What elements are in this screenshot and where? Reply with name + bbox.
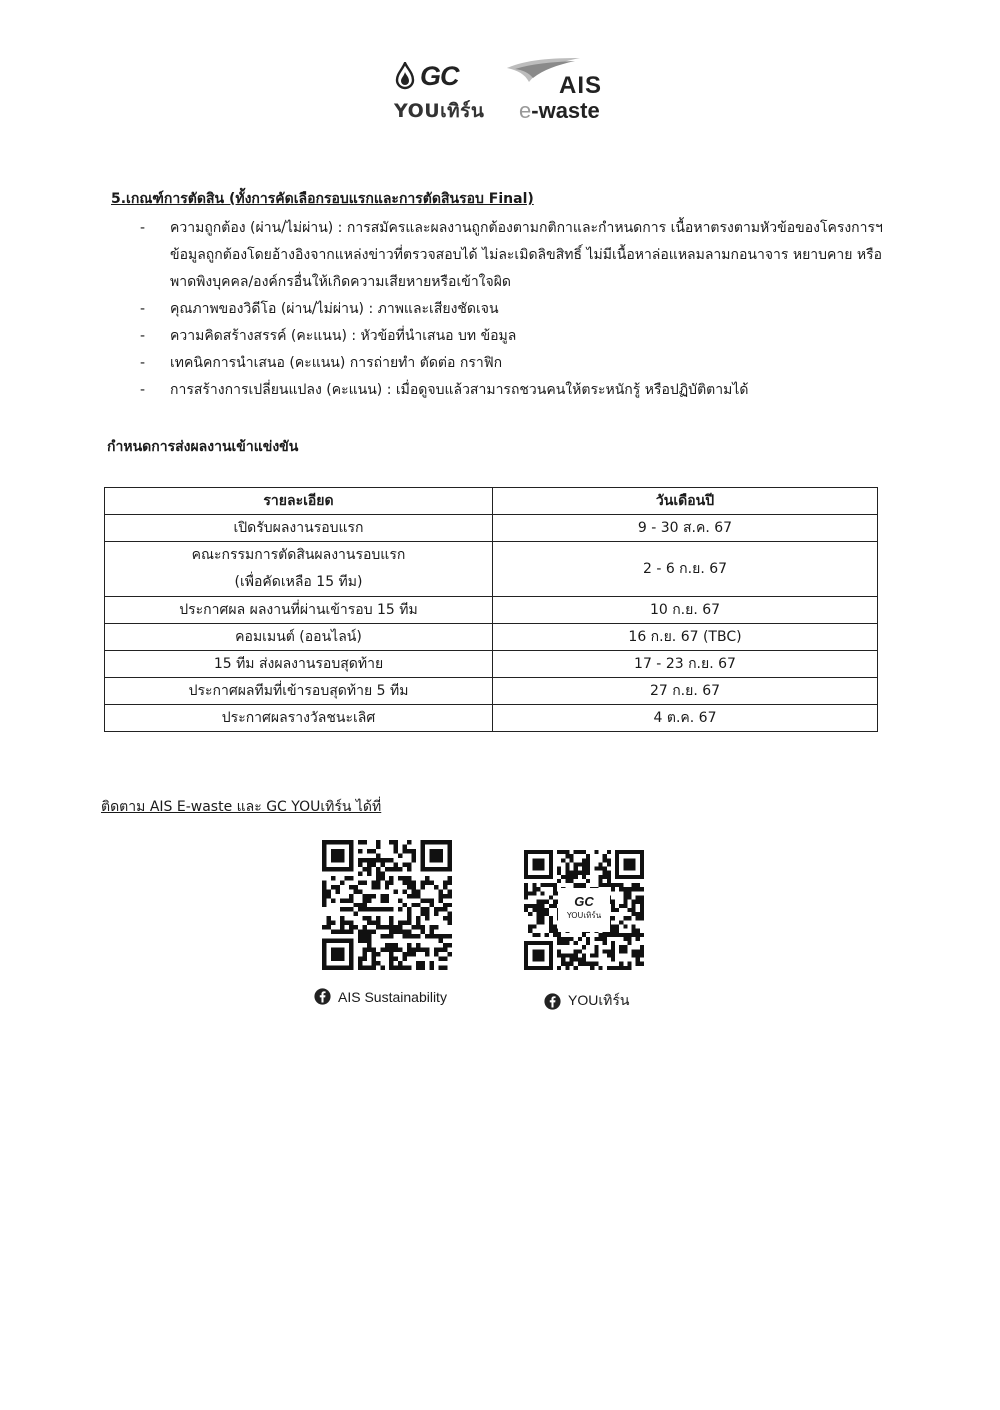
schedule-table: [104, 487, 878, 732]
schedule-title: กำหนดการส่งผลงานเข้าแข่งขัน: [107, 439, 299, 455]
qr-center-logo-text: GC: [574, 894, 594, 909]
row-date: 27 ก.ย. 67: [493, 678, 878, 705]
gc-flame-icon: [394, 62, 416, 90]
row-date: 16 ก.ย. 67 (TBC): [493, 624, 878, 651]
criteria-item-text: คุณภาพของวิดีโอ (ผ่าน/ไม่ผ่าน) : ภาพและเสียงชัดเจน: [170, 301, 499, 317]
criteria-item-text: ความคิดสร้างสรรค์ (คะแนน) : หัวข้อที่นำเสนอ บท ข้อมูล: [170, 328, 517, 344]
criteria-title: 5.เกณฑ์การตัดสิน (ทั้งการคัดเลือกรอบแรกและการตัดสินรอบ Final): [111, 191, 534, 207]
gc-youturn-logo: [394, 58, 490, 124]
qr-center-program: YOUเทิร์น: [566, 911, 602, 920]
header-date: วันเดือนปี: [493, 488, 878, 515]
criteria-item: - ความคิดสร้างสรรค์ (คะแนน) : หัวข้อที่นำเสนอ บท ข้อมูล: [140, 328, 517, 344]
row-detail: 15 ทีม ส่งผลงานรอบสุดท้าย: [105, 651, 493, 678]
criteria-item: - เทคนิคการนำเสนอ (คะแนน) การถ่ายทำ ตัดต่อ กราฟิก: [140, 355, 503, 371]
ais-ewaste-logo: [505, 56, 615, 126]
gc-program-name: YOUเทิร์น: [394, 100, 485, 122]
follow-text: ติดตาม AIS E-waste และ GC YOUเทิร์น ได้ที่: [101, 799, 382, 815]
row-detail: เปิดรับผลงานรอบแรก: [105, 515, 493, 542]
ais-program-suffix: -waste: [531, 98, 600, 123]
criteria-item-text: การสร้างการเปลี่ยนแปลง (คะแนน) : เมื่อดูจบแล้วสามารถชวนคนให้ตระหนักรู้ หรือปฏิบัติตามได้: [170, 382, 749, 398]
criteria-item: - การสร้างการเปลี่ยนแปลง (คะแนน) : เมื่อดูจบแล้วสามารถชวนคนให้ตระหนักรู้ หรือปฏิบัติตามได้: [140, 382, 749, 398]
fb-page-name: AIS Sustainability: [338, 988, 447, 1005]
row-date: 2 - 6 ก.ย. 67: [493, 542, 878, 597]
table-row: [105, 597, 878, 624]
criteria-item: - ความถูกต้อง (ผ่าน/ไม่ผ่าน) : การสมัครและผลงานถูกต้องตามกติกาและกำหนดการ เนื้อหาตรงตามหัวข้อของโครงการฯ ข้อมูลถูกต้องโดยอ้างอิงจากแหล่งข่าวที่ตรวจสอบได้ ไม่ละเมิดลิขสิทธิ์ ไม่มีเนื้อหาล่อแหลมลามกอนาจาร หยาบคาย หรือพาดพิงบุคคล/องค์กรอื่นให้เกิดความเสียหายหรือเข้าใจผิด: [140, 220, 883, 290]
gc-logo-text: GC: [420, 60, 459, 91]
qr-code-ais[interactable]: [322, 840, 452, 970]
ais-program-name: [519, 98, 600, 124]
row-detail: ประกาศผล ผลงานที่ผ่านเข้ารอบ 15 ทีม: [105, 597, 493, 624]
table-header-row: [105, 488, 878, 515]
fb-page-ais[interactable]: [314, 988, 447, 1005]
table-row: [105, 651, 878, 678]
row-date: 9 - 30 ส.ค. 67: [493, 515, 878, 542]
row-detail: [105, 542, 493, 597]
row-date: 17 - 23 ก.ย. 67: [493, 651, 878, 678]
fb-page-youturn[interactable]: [544, 990, 629, 1012]
criteria-item-text: ความถูกต้อง (ผ่าน/ไม่ผ่าน) : การสมัครและผลงานถูกต้องตามกติกาและกำหนดการ เนื้อหาตรงตามหัวข้อของโครงการฯ ข้อมูลถูกต้องโดยอ้างอิงจากแหล่งข่าวที่ตรวจสอบได้ ไม่ละเมิดลิขสิทธิ์ ไม่มีเนื้อหาล่อแหลมลามกอนาจาร หยาบคาย หรือพาดพิงบุคคล/องค์กรอื่นให้เกิดความเสียหายหรือเข้าใจผิด: [170, 220, 883, 290]
row-detail: ประกาศผลรางวัลชนะเลิศ: [105, 705, 493, 732]
row-date: 4 ต.ค. 67: [493, 705, 878, 732]
criteria-item-text: เทคนิคการนำเสนอ (คะแนน) การถ่ายทำ ตัดต่อ กราฟิก: [170, 355, 503, 371]
criteria-list: [140, 215, 900, 404]
table-row: [105, 515, 878, 542]
facebook-icon: [314, 988, 331, 1005]
header-detail: รายละเอียด: [105, 488, 493, 515]
row-date: 10 ก.ย. 67: [493, 597, 878, 624]
criteria-item: - คุณภาพของวิดีโอ (ผ่าน/ไม่ผ่าน) : ภาพและเสียงชัดเจน: [140, 301, 499, 317]
row-detail: คอมเมนต์ (ออนไลน์): [105, 624, 493, 651]
fb-page-name: YOUเทิร์น: [568, 992, 630, 1008]
table-row: [105, 705, 878, 732]
row-detail-line1: คณะกรรมการตัดสินผลงานรอบแรก: [191, 547, 406, 563]
table-row: [105, 542, 878, 597]
qr-code-gc[interactable]: [524, 850, 644, 970]
ais-logo-text: AIS: [559, 72, 603, 99]
table-row: [105, 624, 878, 651]
qr-center-logo: [558, 888, 610, 932]
row-detail: ประกาศผลทีมที่เข้ารอบสุดท้าย 5 ทีม: [105, 678, 493, 705]
row-detail-line2: (เพื่อคัดเหลือ 15 ทีม): [234, 574, 363, 590]
table-row: [105, 678, 878, 705]
ais-program-prefix: e: [519, 98, 532, 123]
facebook-icon: [544, 993, 561, 1010]
